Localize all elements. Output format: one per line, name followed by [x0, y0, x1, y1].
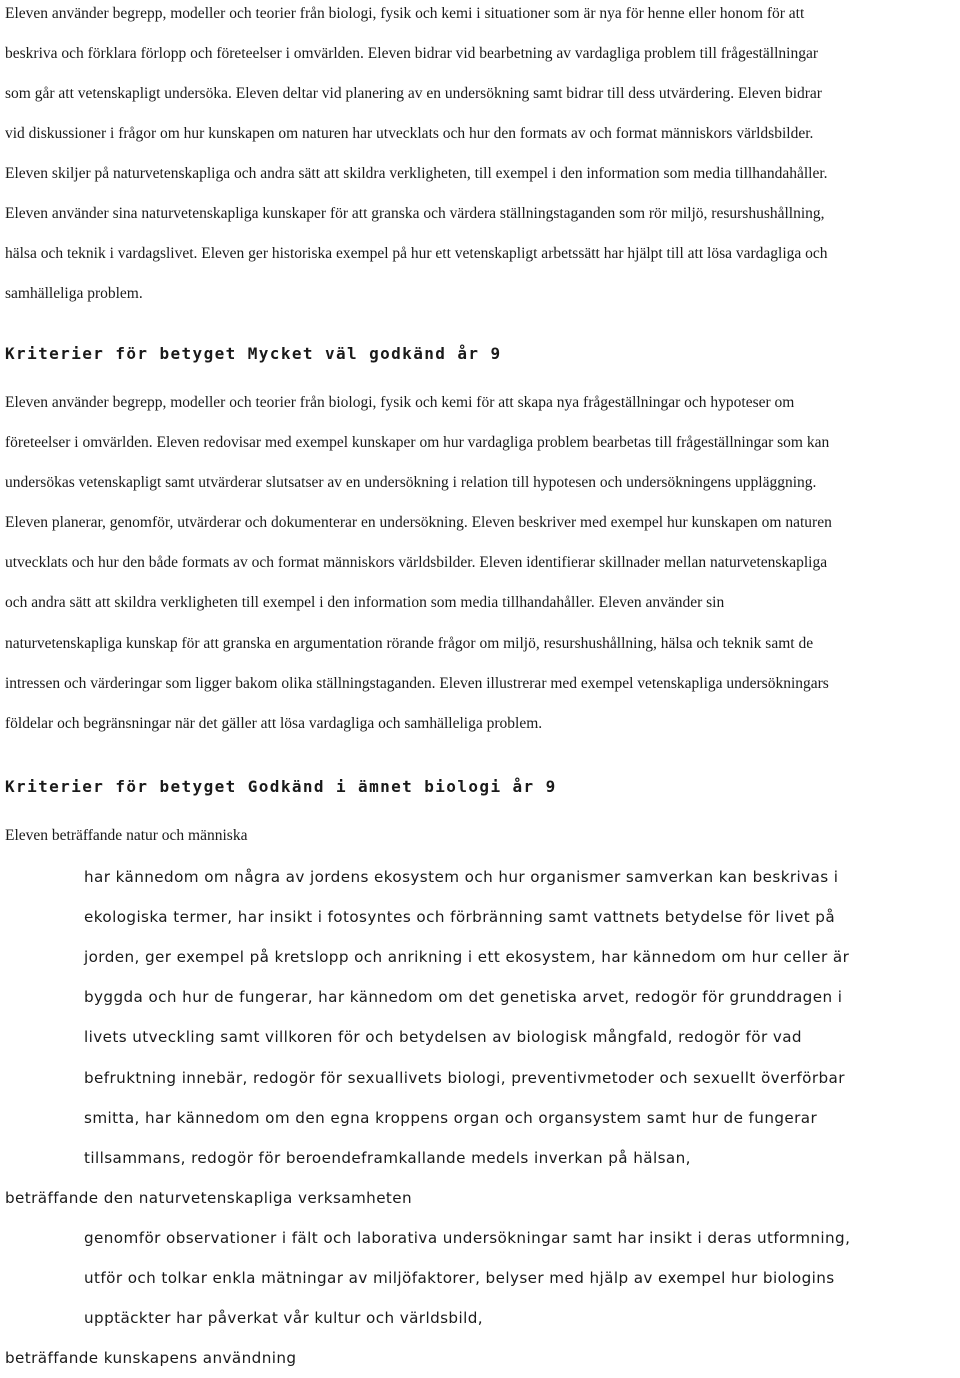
- intro-line: Eleven skiljer på naturvetenskapliga och andra sätt att skildra verkligheten, till exempel i den information som media tillhandahåller.: [5, 165, 828, 182]
- criteria-line: smitta, har kännedom om den egna kroppens organ och organsystem samt hur de fungerar: [84, 1109, 818, 1127]
- mvg-line: utvecklats och hur den både formats av och format människors världsbilder. Eleven identifierar skillnader mellan naturvetenskapliga: [5, 554, 828, 571]
- subheading-natur-manniska: Eleven beträffande natur och människa: [5, 827, 248, 844]
- criteria-line: byggda och hur de fungerar, har kännedom om det genetiska arvet, redogör för grunddragen i: [84, 988, 843, 1006]
- intro-line: beskriva och förklara förlopp och företeelser i omvärlden. Eleven bidrar vid bearbetning av vardagliga problem till frågeställningar: [5, 45, 819, 62]
- intro-line: samhälleliga problem.: [5, 285, 143, 302]
- section-heading-g: Kriterier för betyget Godkänd i ämnet biologi år 9: [5, 777, 557, 796]
- intro-line: Eleven använder begrepp, modeller och teorier från biologi, fysik och kemi i situationer som är nya för henne eller honom för att: [5, 5, 805, 22]
- subheading-kunskapens-anvandning: beträffande kunskapens användning: [5, 1349, 297, 1367]
- criteria-line: livets utveckling samt villkoren för och betydelsen av biologisk mångfald, redogör för vad: [84, 1028, 802, 1046]
- criteria-line: jorden, ger exempel på kretslopp och anrikning i ett ekosystem, har kännedom om hur celler är: [84, 948, 850, 966]
- subheading-verksamhet: beträffande den naturvetenskapliga verksamheten: [5, 1189, 413, 1207]
- mvg-line: Eleven planerar, genomför, utvärderar och dokumenterar en undersökning. Eleven beskriver med exempel hur kunskapen om naturen: [5, 514, 832, 531]
- section-heading-mvg: Kriterier för betyget Mycket väl godkänd år 9: [5, 344, 502, 363]
- mvg-line: och andra sätt att skildra verkligheten till exempel i den information som media tillhandahåller. Eleven använder sin: [5, 594, 725, 611]
- mvg-line: Eleven använder begrepp, modeller och teorier från biologi, fysik och kemi för att skapa nya frågeställningar och hypoteser om: [5, 394, 795, 411]
- criteria-line: utför och tolkar enkla mätningar av miljöfaktorer, belyser med hjälp av exempel hur biologins: [84, 1269, 835, 1287]
- criteria-line: upptäckter har påverkat vår kultur och världsbild,: [84, 1309, 483, 1327]
- mvg-line: företeelser i omvärlden. Eleven redovisar med exempel kunskaper om hur vardagliga problem bearbetas till frågeställningar som kan: [5, 434, 830, 451]
- criteria-line: genomför observationer i fält och laborativa undersökningar samt har insikt i deras utformning,: [84, 1229, 851, 1247]
- intro-line: som går att vetenskapligt undersöka. Eleven deltar vid planering av en undersökning samt bidrar till dess utvärdering. Eleven bidrar: [5, 85, 822, 102]
- criteria-line: har kännedom om några av jordens ekosystem och hur organismer samverkan kan beskrivas i: [84, 868, 839, 886]
- mvg-line: intressen och värderingar som ligger bakom olika ställningstaganden. Eleven illustrerar med exempel vetenskapliga undersökningars: [5, 675, 829, 692]
- criteria-line: ekologiska termer, har insikt i fotosyntes och förbränning samt vattnets betydelse för livet på: [84, 908, 836, 926]
- intro-line: vid diskussioner i frågor om hur kunskapen om naturen har utvecklats och hur den formats av och format människors världsbilder.: [5, 125, 814, 142]
- mvg-line: undersökas vetenskapligt samt utvärderar slutsatser av en undersökning i relation till hypotesen och undersökningens uppläggning.: [5, 474, 817, 491]
- criteria-line: befruktning innebär, redogör för sexuallivets biologi, preventivmetoder och sexuellt överförbar: [84, 1069, 845, 1087]
- mvg-line: naturvetenskapliga kunskap för att granska en argumentation rörande frågor om miljö, resurshushållning, hälsa och teknik samt de: [5, 635, 814, 652]
- criteria-line: tillsammans, redogör för beroendeframkallande medels inverkan på hälsan,: [84, 1149, 691, 1167]
- mvg-line: földelar och begränsningar när det gäller att lösa vardagliga och samhälleliga problem.: [5, 715, 543, 732]
- intro-line: hälsa och teknik i vardagslivet. Eleven ger historiska exempel på hur ett vetenskapligt arbetssätt har hjälpt till att lösa vardagliga och: [5, 245, 828, 262]
- intro-line: Eleven använder sina naturvetenskapliga kunskaper för att granska och värdera ställningstaganden som rör miljö, resurshushållning,: [5, 205, 825, 222]
